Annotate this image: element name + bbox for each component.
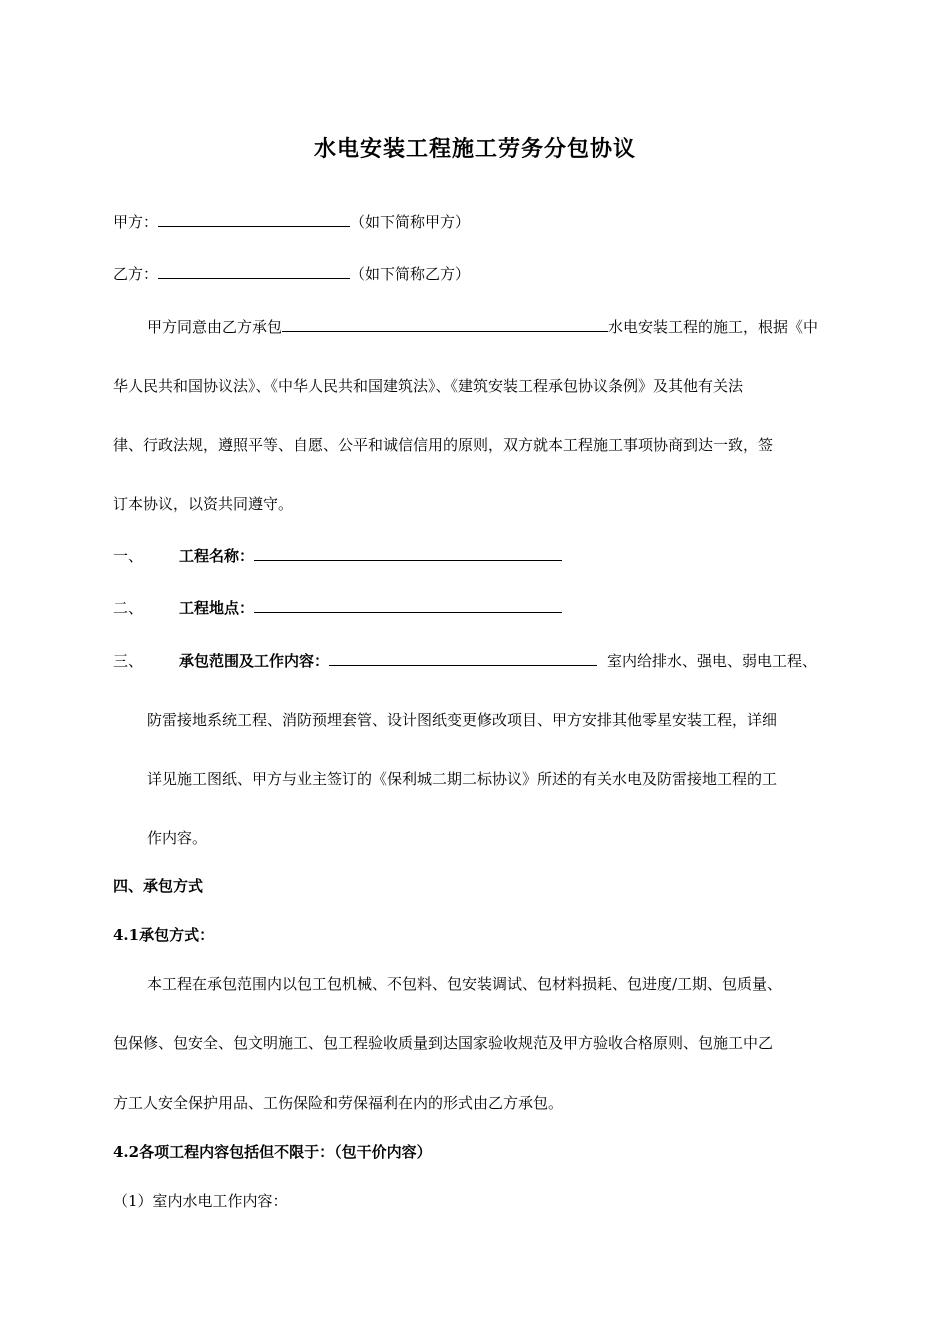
intro-text-a: 甲方同意由乙方承包 — [147, 318, 283, 336]
section-4-2-item-1: （1）室内水电工作内容： — [113, 1192, 288, 1210]
section-4-1-heading: 4.1承包方式： — [113, 926, 215, 944]
section-1-number: 一、 — [113, 547, 144, 565]
page-title: 水电安装工程施工劳务分包协议 — [313, 136, 636, 162]
section-4-1-line-3: 方工人安全保护用品、工伤保险和劳保福利在内的形式由乙方承包。 — [113, 1094, 564, 1112]
party-a-line — [113, 212, 470, 232]
project-title-blank[interactable] — [254, 546, 562, 561]
section-3-label: 承包范围及工作内容： — [179, 652, 330, 670]
section-2-label: 工程地点： — [179, 599, 255, 617]
section-3-line-4: 作内容。 — [147, 829, 208, 847]
section-3 — [113, 651, 817, 671]
intro-line-2: 华人民共和国协议法》、《中华人民共和国建筑法》、《建筑安装工程承包协议条例》及其他有关法 — [113, 377, 744, 395]
section-1-label: 工程名称： — [179, 547, 255, 565]
intro-line-4: 订本协议，以资共同遵守。 — [113, 495, 294, 513]
intro-line-1 — [147, 317, 818, 337]
section-1 — [113, 546, 562, 566]
party-b-line — [113, 264, 470, 284]
intro-text-b: 水电安装工程的施工，根据《中 — [608, 318, 819, 336]
section-3-number: 三、 — [113, 652, 144, 670]
section-4-1-line-1: 本工程在承包范围内以包工包机械、不包料、包安装调试、包材料损耗、包进度/工期、包质量、 — [147, 975, 783, 993]
section-2 — [113, 598, 562, 618]
party-a-note: （如下简称甲方） — [350, 213, 471, 231]
section-3-line-1-tail: 室内给排水、强电、弱电工程、 — [607, 652, 818, 670]
section-4-2-heading: 4.2各项工程内容包括但不限于：（包干价内容） — [113, 1143, 432, 1161]
scope-blank[interactable] — [329, 651, 597, 666]
project-name-blank[interactable] — [282, 317, 608, 332]
party-b-label: 乙方： — [113, 265, 159, 283]
project-location-blank[interactable] — [254, 598, 562, 613]
section-4-heading: 四、承包方式 — [113, 877, 204, 895]
party-a-label: 甲方： — [113, 213, 159, 231]
section-2-number: 二、 — [113, 599, 144, 617]
section-4-1-line-2: 包保修、包安全、包文明施工、包工程验收质量到达国家验收规范及甲方验收合格原则、包施工中乙 — [113, 1034, 774, 1052]
section-3-line-2: 防雷接地系统工程、消防预埋套管、设计图纸变更修改项目、甲方安排其他零星安装工程，详细 — [147, 711, 778, 729]
party-b-blank[interactable] — [158, 264, 350, 279]
intro-line-3: 律、行政法规，遵照平等、自愿、公平和诚信信用的原则，双方就本工程施工事项协商到达一致，签 — [113, 436, 774, 454]
party-a-blank[interactable] — [158, 212, 350, 227]
section-3-line-3: 详见施工图纸、甲方与业主签订的《保利城二期二标协议》所述的有关水电及防雷接地工程的工 — [147, 770, 778, 788]
party-b-note: （如下简称乙方） — [350, 265, 471, 283]
